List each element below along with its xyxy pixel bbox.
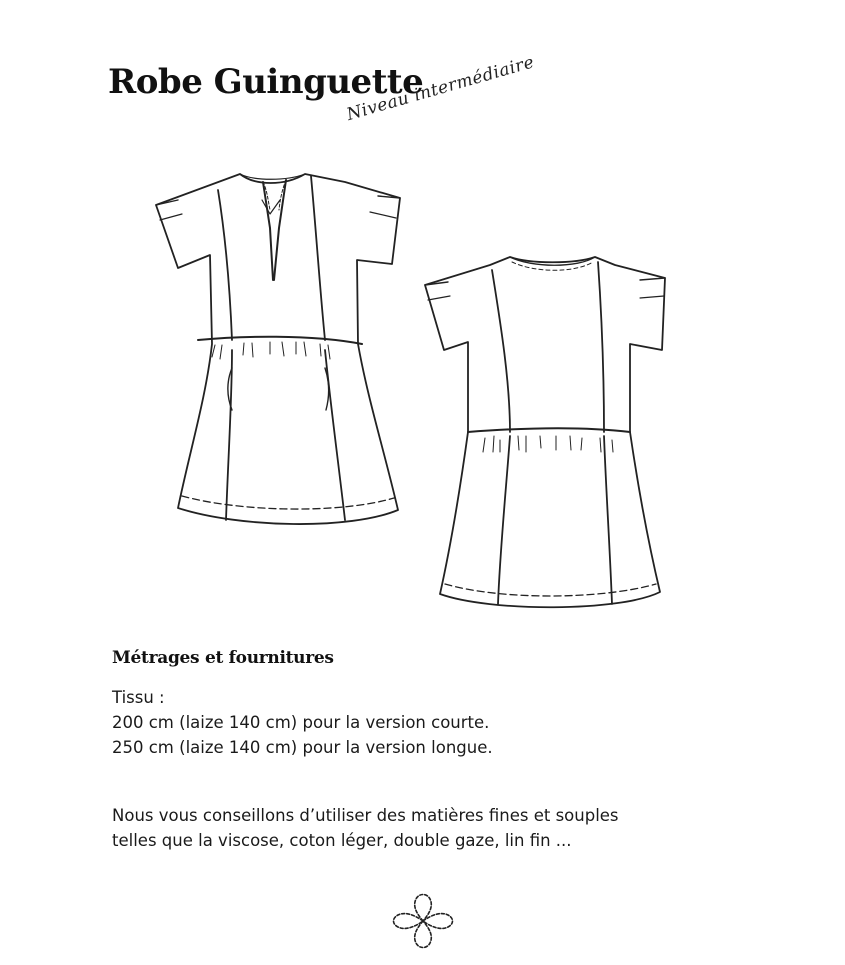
fabric-advice-line-2: telles que la viscose, coton léger, double gaze, lin fin ... <box>112 831 572 850</box>
difficulty-level: Niveau intermédiaire <box>344 52 537 125</box>
page-title: Robe Guinguette <box>108 62 424 102</box>
back-view-dress <box>425 257 665 607</box>
long-version-requirement: 250 cm (laize 140 cm) pour la version longue. <box>112 738 493 757</box>
short-version-requirement: 200 cm (laize 140 cm) pour la version courte. <box>112 713 490 732</box>
materials-heading: Métrages et fournitures <box>112 648 334 668</box>
fabric-label: Tissu : <box>112 688 165 707</box>
fabric-advice-line-1: Nous vous conseillons d’utiliser des matières fines et souples <box>112 806 619 825</box>
front-view-dress <box>156 174 400 524</box>
quatrefoil-logo-icon <box>388 885 458 957</box>
